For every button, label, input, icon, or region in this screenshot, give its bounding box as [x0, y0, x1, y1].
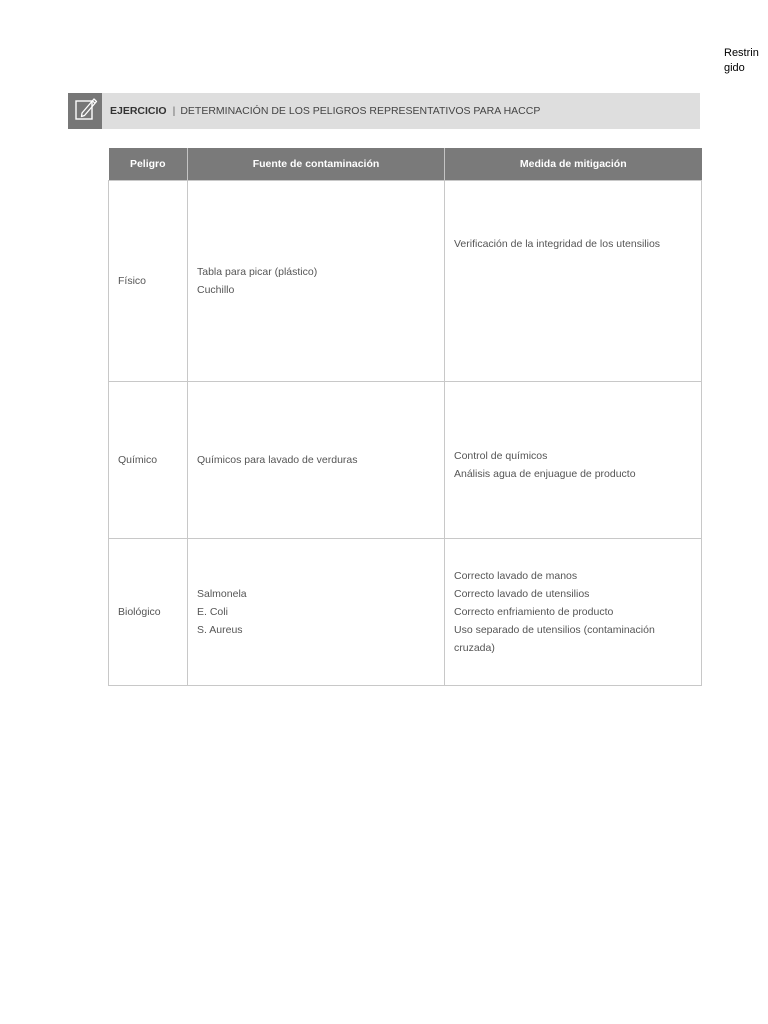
exercise-banner — [68, 93, 700, 129]
source-cell — [188, 539, 445, 686]
hazard-cell — [109, 539, 188, 686]
hazard-name: Físico — [118, 275, 147, 287]
source-item: E. Coli — [197, 606, 228, 618]
source-item: S. Aureus — [197, 624, 243, 636]
table-row — [109, 382, 702, 539]
table-row — [109, 181, 702, 382]
header-fuente: Fuente de contaminación — [188, 148, 445, 181]
mitigation-item: Verificación de la integridad de los utensilios — [454, 238, 661, 250]
hazard-name: Químico — [118, 454, 158, 466]
source-item: Tabla para picar (plástico) — [197, 266, 318, 278]
mitigation-cell — [445, 181, 702, 382]
pencil-edit-icon — [74, 95, 98, 123]
mitigation-item: Correcto lavado de utensilios — [454, 588, 590, 600]
banner-title-row — [110, 93, 540, 129]
banner-title: DETERMINACIÓN DE LOS PELIGROS REPRESENTATIVOS PARA HACCP — [180, 105, 541, 117]
header-medida: Medida de mitigación — [445, 148, 702, 181]
banner-label: EJERCICIO — [110, 105, 167, 117]
classification-label: Restringido — [724, 47, 759, 74]
source-item: Químicos para lavado de verduras — [197, 454, 358, 466]
table-header-row — [109, 148, 702, 181]
banner-icon-box — [68, 93, 102, 129]
source-item: Cuchillo — [197, 284, 235, 296]
mitigation-item: Uso separado de utensilios (contaminación cruzada) — [454, 624, 655, 654]
source-item: Salmonela — [197, 588, 247, 600]
mitigation-item: Control de químicos — [454, 450, 548, 462]
mitigation-item: Correcto enfriamiento de producto — [454, 606, 614, 618]
hazard-cell — [109, 181, 188, 382]
table-row — [109, 539, 702, 686]
hazard-name: Biológico — [118, 606, 161, 618]
mitigation-item: Correcto lavado de manos — [454, 570, 578, 582]
mitigation-cell — [445, 382, 702, 539]
source-cell — [188, 382, 445, 539]
mitigation-item: Análisis agua de enjuague de producto — [454, 468, 636, 480]
mitigation-cell — [445, 539, 702, 686]
source-cell — [188, 181, 445, 382]
header-peligro: Peligro — [109, 148, 188, 181]
banner-separator: | — [172, 105, 176, 117]
hazard-cell — [109, 382, 188, 539]
hazards-table — [108, 148, 702, 686]
